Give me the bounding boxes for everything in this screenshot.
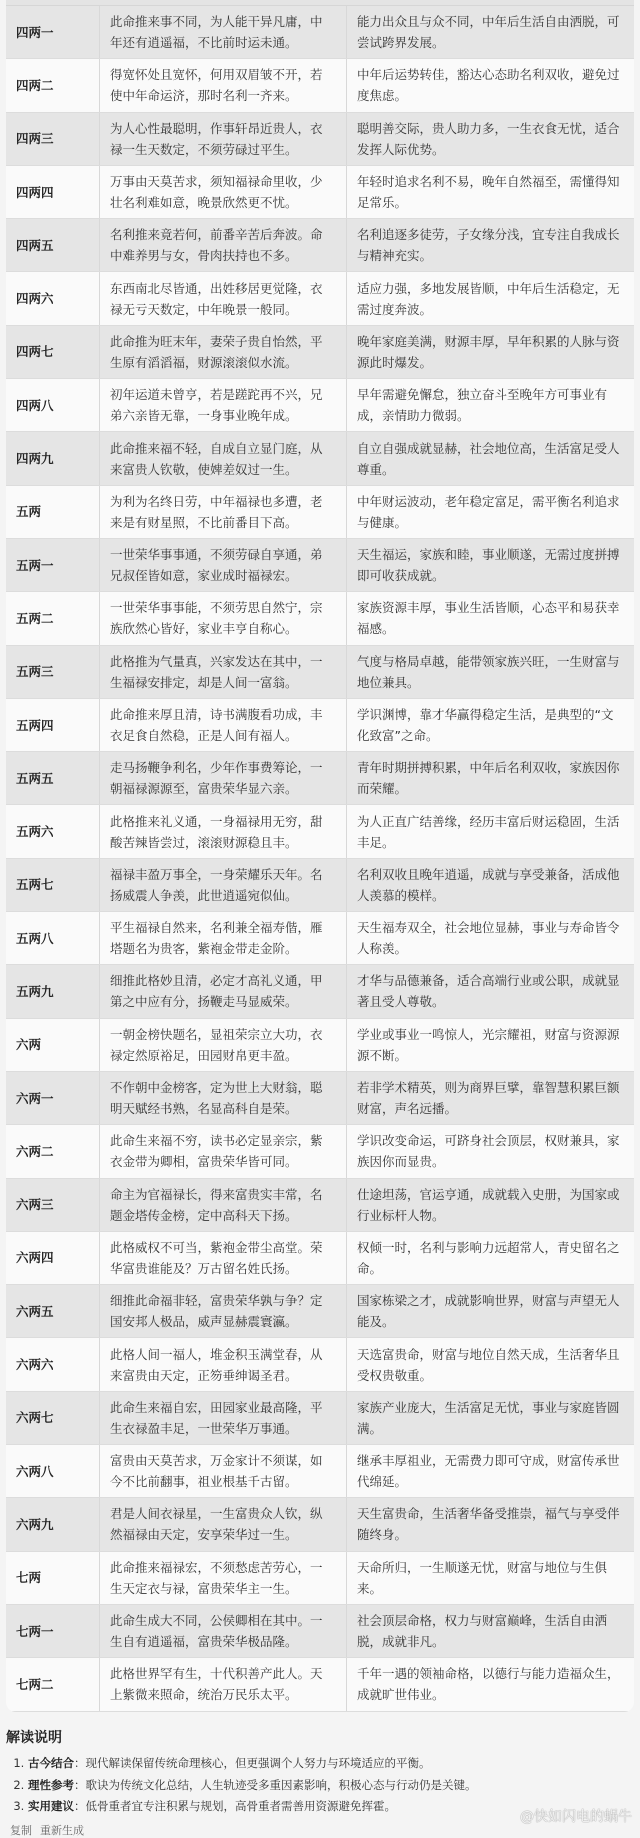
interpretation-cell: 仕途坦荡，官运亨通，成就载入史册，为国家或行业标杆人物。 — [357, 1186, 620, 1223]
weight-cell: 六两二 — [6, 1125, 100, 1177]
table-row — [6, 6, 634, 59]
table-row — [6, 1498, 634, 1551]
interpretation-cell: 权倾一时，名利与影响力远超常人，青史留名之命。 — [357, 1239, 620, 1276]
interpretation-cell: 才华与品德兼备，适合高端行业或公职，成就显著且受人尊敬。 — [357, 973, 620, 1010]
table-row — [6, 805, 634, 858]
verse-cell: 初年运道未曾亨，若是蹉跎再不兴，兄弟六亲皆无靠，一身事业晚年成。 — [100, 379, 347, 431]
weight-cell: 四两二 — [6, 59, 100, 111]
verse-cell: 为人心性最聪明，作事轩昂近贵人，衣禄一生天数定，不须劳碌过平生。 — [100, 113, 347, 165]
weight-cell: 七两一 — [6, 1605, 100, 1657]
table-row — [6, 752, 634, 805]
table-row — [6, 539, 634, 592]
verse-cell: 为利为名终日劳，中年福禄也多遭，老来是有财星照，不比前番目下高。 — [100, 486, 347, 538]
note-text: 现代解读保留传统命理核心，但更强调个人努力与环境适应的平衡。 — [85, 1756, 431, 1770]
note-separator: ： — [74, 1756, 86, 1770]
table-row — [6, 432, 634, 485]
table-row — [6, 326, 634, 379]
verse-cell: 一世荣华事事能，不须劳思自然宁，宗族欣然心皆好，家业丰亨自称心。 — [100, 592, 347, 644]
weight-cell: 四两七 — [6, 326, 100, 378]
weight-cell: 五两五 — [6, 752, 100, 804]
interpretation-cell: 学业或事业一鸣惊人，光宗耀祖，财富与资源源源不断。 — [357, 1026, 620, 1063]
weight-cell: 四两四 — [6, 166, 100, 218]
table-row — [6, 166, 634, 219]
weight-cell: 五两二 — [6, 592, 100, 644]
verse-cell: 此命生来福不穷，读书必定显亲宗，紫衣金带为卿相，富贵荣华皆可同。 — [100, 1125, 347, 1177]
interpretation-cell: 晚年家庭美满，财源丰厚，早年积累的人脉与资源此时爆发。 — [357, 333, 620, 370]
table-row — [6, 1392, 634, 1445]
weight-cell: 五两七 — [6, 859, 100, 911]
weight-cell: 四两一 — [6, 6, 100, 58]
table-row — [6, 1019, 634, 1072]
table-row — [6, 113, 634, 166]
note-text: 低骨重者宜专注积累与规划，高骨重者需善用资源避免挥霍。 — [85, 1799, 396, 1813]
table-row — [6, 59, 634, 112]
table-row — [6, 1552, 634, 1605]
interpretation-cell: 天生富贵命，生活奢华备受推崇，福气与享受伴随终身。 — [357, 1506, 620, 1543]
verse-cell: 万事由天莫苦求，须知福禄命里收，少壮名利难如意，晚景欣然更不忧。 — [100, 166, 347, 218]
table-row — [6, 859, 634, 912]
table-row — [6, 1445, 634, 1498]
interpretation-cell: 为人正直广结善缘，经历丰富后财运稳固，生活丰足。 — [357, 813, 620, 850]
table-row — [6, 1338, 634, 1391]
verse-cell: 福禄丰盈万事全，一身荣耀乐天年。名扬威震人争羡，此世逍遥宛似仙。 — [100, 859, 347, 911]
verse-cell: 命主为官福禄长，得来富贵实丰常，名题金塔传金榜，定中高科天下扬。 — [100, 1179, 347, 1231]
weight-cell: 六两六 — [6, 1338, 100, 1390]
table-row — [6, 379, 634, 432]
table-row — [6, 1605, 634, 1658]
verse-cell: 君是人间衣禄星，一生富贵众人钦，纵然福禄由天定，安享荣华过一生。 — [100, 1498, 347, 1550]
weight-cell: 七两 — [6, 1552, 100, 1604]
weight-cell: 七两二 — [6, 1658, 100, 1710]
interpretation-cell: 自立自强成就显赫，社会地位高，生活富足受人尊重。 — [357, 440, 620, 477]
weight-cell: 六两 — [6, 1019, 100, 1071]
interpretation-cell: 能力出众且与众不同，中年后生活自由洒脱，可尝试跨界发展。 — [357, 14, 620, 51]
verse-cell: 平生福禄自然来，名利兼全福寿偕，雁塔题名为贵客，紫袍金带走金阶。 — [100, 912, 347, 964]
weight-cell: 六两五 — [6, 1285, 100, 1337]
weight-cell: 六两九 — [6, 1498, 100, 1550]
weight-cell: 五两八 — [6, 912, 100, 964]
interpretation-cell: 家族资源丰厚，事业生活皆顺，心态平和易获幸福感。 — [357, 600, 620, 637]
interpretation-cell: 学识渊博，靠才华赢得稳定生活，是典型的“文化致富”之命。 — [357, 707, 614, 743]
weight-cell: 四两三 — [6, 113, 100, 165]
notes-section — [6, 1727, 634, 1818]
verse-cell: 此命推来福不轻，自成自立显门庭，从来富贵人钦敬，使婢差奴过一生。 — [100, 432, 347, 484]
interpretation-cell: 天生福运，家族和睦，事业顺遂，无需过度拼搏即可收获成就。 — [357, 547, 620, 584]
verse-cell: 此格推为气量真，兴家发达在其中，一生福禄安排定，却是人间一富翁。 — [100, 646, 347, 698]
interpretation-cell: 天命所归，一生顺遂无忧，财富与地位与生俱来。 — [357, 1559, 608, 1596]
regenerate-button[interactable]: 重新生成 — [40, 1824, 84, 1837]
interpretation-cell: 若非学术精英，则为商界巨擘，靠智慧积累巨额财富，声名远播。 — [357, 1080, 620, 1117]
interpretation-cell: 中年后运势转佳，豁达心态助名利双收，避免过度焦虑。 — [357, 67, 620, 104]
verse-cell: 细推此格妙且清，必定才高礼义通，甲第之中应有分，扬鞭走马显威荣。 — [100, 965, 347, 1017]
interpretation-cell: 中年财运波动，老年稳定富足，需平衡名利追求与健康。 — [357, 493, 620, 530]
interpretation-cell: 青年时期拼搏积累，中年后名利双收，家族因你而荣耀。 — [357, 760, 620, 797]
copy-button[interactable]: 复制 — [10, 1824, 32, 1837]
interpretation-cell: 年轻时追求名利不易，晚年自然福至，需懂得知足常乐。 — [357, 174, 620, 211]
note-text: 歌诀为传统文化总结，人生轨迹受多重因素影响，积极心态与行动仍是关键。 — [85, 1777, 477, 1792]
weight-cell: 五两三 — [6, 646, 100, 698]
verse-cell: 此命生成大不同，公侯卿相在其中。一生自有逍遥福，富贵荣华极品隆。 — [100, 1605, 347, 1657]
table-row — [6, 1072, 634, 1125]
interpretation-cell: 气度与格局卓越，能带领家族兴旺，一生财富与地位兼具。 — [357, 653, 620, 690]
verse-cell: 此格推来礼义通，一身福禄用无穷，甜酸苦辣皆尝过，滚滚财源稳且丰。 — [100, 805, 347, 857]
table-row — [6, 965, 634, 1018]
interpretation-cell: 继承丰厚祖业，无需费力即可守成，财富传承世代绵延。 — [357, 1453, 620, 1490]
interpretation-cell: 家族产业庞大，生活富足无忧，事业与家庭皆圆满。 — [357, 1399, 620, 1436]
table-row — [6, 912, 634, 965]
interpretation-cell: 学识改变命运，可跻身社会顶层，权财兼具，家族因你而显贵。 — [357, 1133, 620, 1170]
verse-cell: 不作朝中金榜客，定为世上大财翁，聪明天赋经书熟，名显高科自是荣。 — [100, 1072, 347, 1124]
table-row — [6, 592, 634, 645]
note-separator: ： — [74, 1777, 86, 1792]
verse-cell: 此命生来福自宏，田园家业最高隆，平生衣禄盈丰足，一世荣华万事通。 — [100, 1392, 347, 1444]
note-label: 古今结合 — [28, 1756, 74, 1770]
weight-cell: 六两三 — [6, 1179, 100, 1231]
interpretation-cell: 天生福寿双全，社会地位显赫，事业与寿命皆令人称羡。 — [357, 920, 620, 957]
message-actions — [10, 1822, 84, 1838]
verse-cell: 细推此命福非轻，富贵荣华孰与争？定国安邦人极品，威声显赫震寰瀛。 — [100, 1285, 347, 1337]
table-row — [6, 486, 634, 539]
verse-cell: 名利推来竟若何，前番辛苦后奔波。命中难养男与女，骨肉扶持也不多。 — [100, 219, 347, 271]
interpretation-cell: 国家栋梁之才，成就影响世界，财富与声望无人能及。 — [357, 1293, 620, 1330]
table-row — [6, 219, 634, 272]
weight-cell: 五两四 — [6, 699, 100, 751]
verse-cell: 走马扬鞭争利名，少年作事费筹论，一朝福禄源源至，富贵荣华显六亲。 — [100, 752, 347, 804]
table-row — [6, 646, 634, 699]
table-row — [6, 1232, 634, 1285]
table-row — [6, 699, 634, 752]
bone-weight-table — [6, 0, 634, 1712]
weight-cell: 五两 — [6, 486, 100, 538]
table-row — [6, 1285, 634, 1338]
interpretation-cell: 千年一遇的领袖命格，以德行与能力造福众生，成就旷世伟业。 — [357, 1666, 620, 1703]
interpretation-cell: 社会顶层命格，权力与财富巅峰，生活自由洒脱，成就非凡。 — [357, 1613, 608, 1650]
interpretation-cell: 天选富贵命，财富与地位自然天成，生活奢华且受权贵敬重。 — [357, 1346, 620, 1383]
weight-cell: 六两一 — [6, 1072, 100, 1124]
note-separator: ： — [74, 1799, 86, 1813]
weight-cell: 四两九 — [6, 432, 100, 484]
watermark: @快如闪电的蜗牛 — [520, 1809, 632, 1825]
interpretation-cell: 早年需避免懈怠，独立奋斗至晚年方可事业有成，亲情助力微弱。 — [357, 387, 608, 424]
table-row — [6, 272, 634, 325]
weight-cell: 五两一 — [6, 539, 100, 591]
verse-cell: 此格威权不可当，紫袍金带尘高堂。荣华富贵谁能及？万古留名姓氏扬。 — [100, 1232, 347, 1284]
verse-cell: 东西南北尽皆通，出姓移居更觉隆，衣禄无亏天数定，中年晚景一般同。 — [100, 272, 347, 324]
interpretation-cell: 聪明善交际，贵人助力多，一生衣食无忧，适合发挥人际优势。 — [357, 120, 620, 157]
verse-cell: 此命推来福禄宏，不须愁虑苦劳心，一生天定衣与禄，富贵荣华主一生。 — [100, 1552, 347, 1604]
verse-cell: 此命推来厚且清，诗书满腹看功成，丰衣足食自然稳，正是人间有福人。 — [100, 699, 347, 751]
weight-cell: 四两五 — [6, 219, 100, 271]
verse-cell: 得宽怀处且宽怀，何用双眉皱不开，若使中年命运济，那时名利一齐来。 — [100, 59, 347, 111]
weight-cell: 六两四 — [6, 1232, 100, 1284]
note-item — [28, 1775, 634, 1797]
verse-cell: 此格世界罕有生，十代积善产此人。天上紫微来照命，统治万民乐太平。 — [100, 1658, 347, 1710]
note-label: 实用建议 — [28, 1799, 74, 1813]
table-row — [6, 1658, 634, 1711]
table-body — [6, 6, 634, 1712]
weight-cell: 五两九 — [6, 965, 100, 1017]
verse-cell: 富贵由天莫苦求，万金家计不须谋，如今不比前翻事，祖业根基千古留。 — [100, 1445, 347, 1497]
verse-cell: 此命推为旺末年，妻荣子贵自怡然，平生原有滔滔福，财源滚滚似水流。 — [100, 326, 347, 378]
table-row — [6, 1179, 634, 1232]
weight-cell: 六两八 — [6, 1445, 100, 1497]
weight-cell: 六两七 — [6, 1392, 100, 1444]
table-row — [6, 1125, 634, 1178]
verse-cell: 此格人间一福人，堆金积玉满堂春，从来富贵由天定，正笏垂绅谒圣君。 — [100, 1338, 347, 1390]
interpretation-cell: 名利双收且晚年逍遥，成就与享受兼备，活成他人羡慕的模样。 — [357, 866, 620, 903]
verse-cell: 一世荣华事事通，不须劳碌自享通，弟兄叔侄皆如意，家业成时福禄宏。 — [100, 539, 347, 591]
note-label: 理性参考 — [28, 1777, 74, 1792]
interpretation-cell: 名利追逐多徒劳，子女缘分浅，宜专注自我成长与精神充实。 — [357, 227, 620, 264]
weight-cell: 五两六 — [6, 805, 100, 857]
weight-cell: 四两六 — [6, 272, 100, 324]
weight-cell: 四两八 — [6, 379, 100, 431]
interpretation-cell: 适应力强，多地发展皆顺，中年后生活稳定，无需过度奔波。 — [357, 280, 620, 317]
note-item — [28, 1753, 634, 1775]
verse-cell: 此命推来事不同，为人能干异凡庸，中年还有逍遥福，不比前时运未通。 — [100, 6, 347, 58]
notes-title: 解读说明 — [6, 1730, 62, 1746]
verse-cell: 一朝金榜快题名，显祖荣宗立大功，衣禄定然原裕足，田园财帛更丰盈。 — [100, 1019, 347, 1071]
